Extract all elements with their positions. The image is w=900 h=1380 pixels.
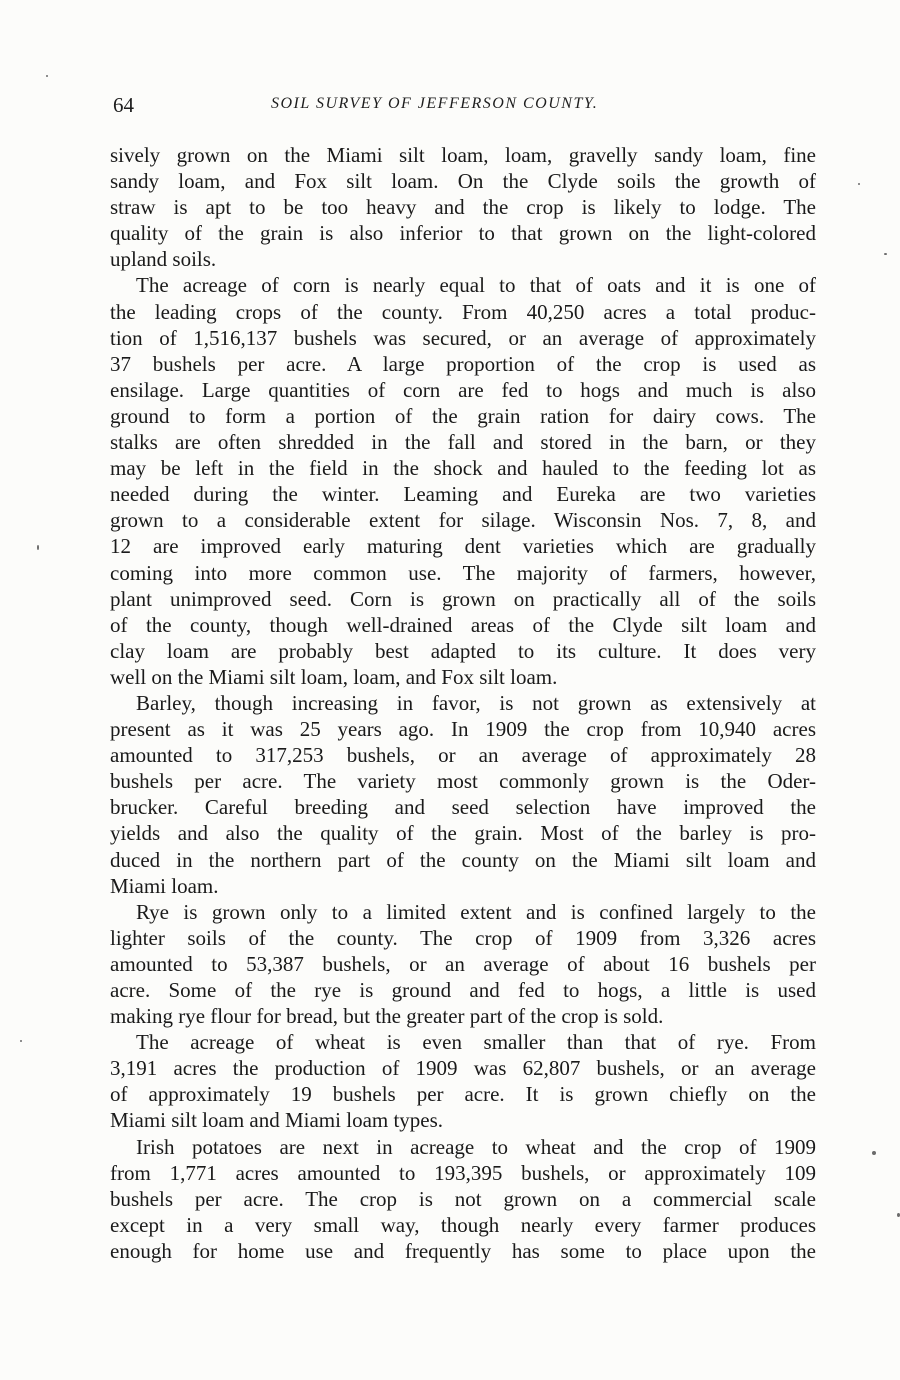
text-line: of the county, though well-drained areas of the Clyde silt loam and	[110, 612, 816, 637]
text-line: Barley, though increasing in favor, is not grown as extensively at	[136, 690, 816, 715]
body-text	[110, 142, 816, 1264]
paragraph	[110, 690, 816, 899]
text-line: from 1,771 acres amounted to 193,395 bushels, or approximately 109	[110, 1160, 816, 1185]
text-line: straw is apt to be too heavy and the crop is likely to lodge. The	[110, 195, 816, 220]
scan-speck	[37, 545, 39, 550]
text-line: amounted to 53,387 bushels, or an average of about 16 bushels per	[110, 951, 816, 976]
text-line: enough for home use and frequently has some to place upon the	[110, 1238, 816, 1263]
text-line: Miami silt loam and Miami loam types.	[110, 1108, 444, 1133]
text-line: except in a very small way, though nearly every farmer produces	[110, 1212, 816, 1237]
text-line: the leading crops of the county. From 40,250 acres a total produc-	[110, 299, 816, 324]
page-header	[113, 93, 813, 121]
text-line: making rye flour for bread, but the greater part of the crop is sold.	[110, 1004, 664, 1029]
text-line: clay loam are probably best adapted to its culture. It does very	[110, 638, 816, 663]
text-line: of approximately 19 bushels per acre. It is grown chiefly on the	[110, 1082, 816, 1107]
text-line: Rye is grown only to a limited extent and is confined largely to the	[136, 899, 816, 924]
scan-speck	[46, 75, 48, 77]
text-line: quality of the grain is also inferior to that grown on the light-colored	[110, 221, 816, 246]
text-line: sandy loam, and Fox silt loam. On the Clyde soils the growth of	[110, 169, 816, 194]
text-line: 37 bushels per acre. A large proportion of the crop is used as	[110, 351, 816, 376]
scan-speck	[858, 183, 860, 185]
text-line: lighter soils of the county. The crop of 1909 from 3,326 acres	[110, 925, 816, 950]
text-line: yields and also the quality of the grain. Most of the barley is pro-	[110, 821, 816, 846]
text-line: 12 are improved early maturing dent varieties which are gradually	[110, 534, 816, 559]
text-line: acre. Some of the rye is ground and fed to hogs, a little is used	[110, 978, 816, 1002]
text-line: well on the Miami silt loam, loam, and Fox silt loam.	[110, 664, 558, 689]
text-line: bushels per acre. The variety most commonly grown is the Oder-	[110, 769, 816, 794]
text-line: plant unimproved seed. Corn is grown on practically all of the soils	[110, 586, 816, 611]
scan-speck	[884, 253, 887, 255]
text-line: present as it was 25 years ago. In 1909 the crop from 10,940 acres	[110, 717, 816, 742]
scan-speck	[872, 1151, 876, 1155]
text-line: coming into more common use. The majority of farmers, however,	[110, 560, 816, 585]
text-line: The acreage of corn is nearly equal to that of oats and it is one of	[136, 273, 816, 298]
text-line: grown to a considerable extent for silage. Wisconsin Nos. 7, 8, and	[110, 508, 816, 533]
text-line: 3,191 acres the production of 1909 was 62,807 bushels, or an average	[110, 1056, 816, 1081]
text-line: Miami loam.	[110, 873, 219, 898]
text-line: Irish potatoes are next in acreage to wheat and the crop of 1909	[136, 1134, 816, 1159]
text-line: The acreage of wheat is even smaller than that of rye. From	[136, 1030, 816, 1055]
text-line: ground to form a portion of the grain ration for dairy cows. The	[110, 403, 816, 428]
text-line: bushels per acre. The crop is not grown on a commercial scale	[110, 1186, 816, 1211]
page-number: 64	[113, 93, 134, 117]
text-line: upland soils.	[110, 247, 217, 272]
text-line: tion of 1,516,137 bushels was secured, or an average of approximately	[110, 325, 816, 350]
paragraph	[110, 1134, 816, 1264]
text-line: needed during the winter. Leaming and Eureka are two varieties	[110, 482, 816, 507]
text-line: ensilage. Large quantities of corn are fed to hogs and much is also	[110, 377, 816, 402]
paragraph	[110, 899, 816, 1029]
text-line: brucker. Careful breeding and seed selection have improved the	[110, 795, 816, 820]
text-line: amounted to 317,253 bushels, or an average of approximately 28	[110, 743, 816, 768]
paragraph	[110, 272, 816, 690]
text-line: stalks are often shredded in the fall and stored in the barn, or they	[110, 430, 816, 455]
paragraph	[110, 1029, 816, 1133]
text-line: may be left in the field in the shock and hauled to the feeding lot as	[110, 456, 816, 481]
running-head: SOIL SURVEY OF JEFFERSON COUNTY.	[271, 95, 599, 112]
paragraph	[110, 142, 816, 272]
scan-speck	[20, 1040, 22, 1042]
text-line: sively grown on the Miami silt loam, loam, gravelly sandy loam, fine	[110, 143, 816, 167]
text-line: duced in the northern part of the county on the Miami silt loam and	[110, 847, 816, 872]
